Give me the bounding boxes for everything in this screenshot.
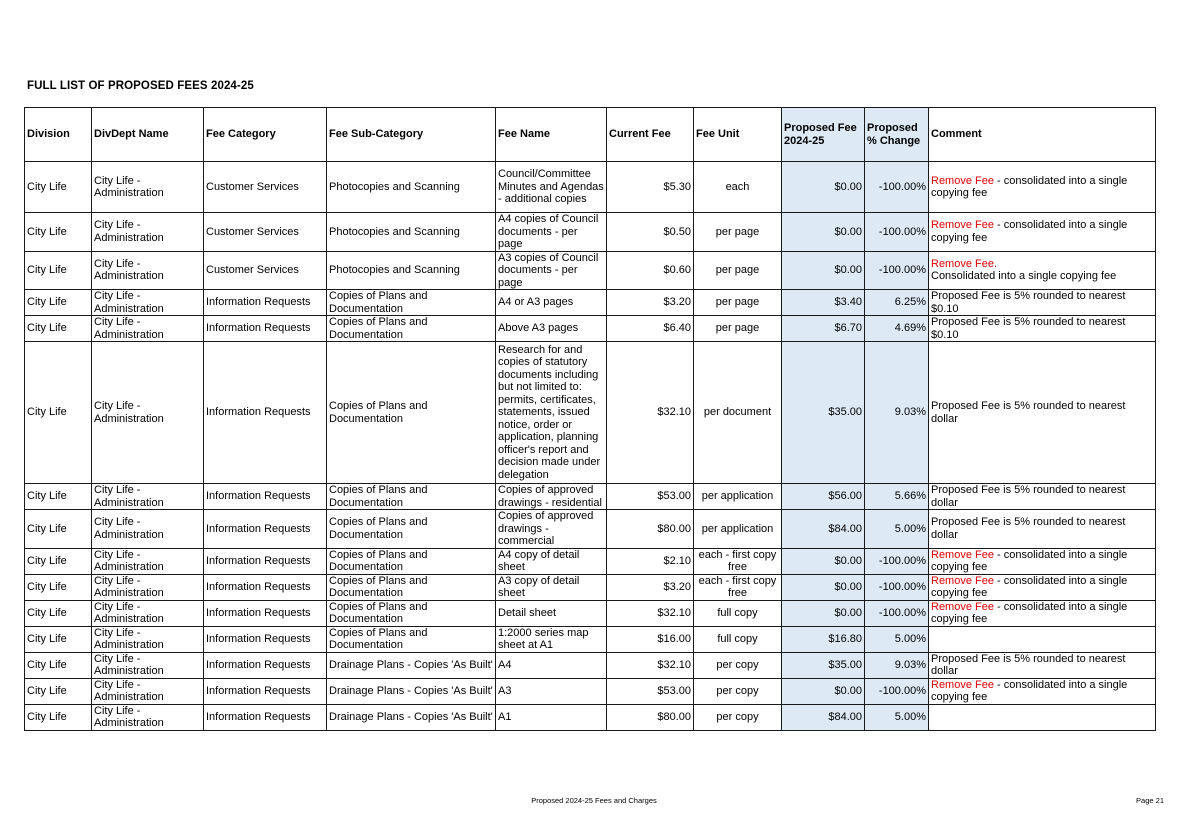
- cell-subcategory: Drainage Plans - Copies 'As Built': [327, 652, 496, 678]
- cell-division: City Life: [25, 704, 92, 730]
- table-row: [25, 290, 1156, 316]
- cell-unit: per page: [694, 251, 782, 290]
- cell-category: Information Requests: [204, 652, 327, 678]
- cell-feename: A4: [496, 652, 607, 678]
- table-row: [25, 484, 1156, 510]
- cell-change: 5.00%: [865, 510, 929, 549]
- cell-divdept: City Life - Administration: [92, 678, 204, 704]
- cell-category: Information Requests: [204, 548, 327, 574]
- cell-divdept: City Life - Administration: [92, 652, 204, 678]
- cell-subcategory: Copies of Plans and Documentation: [327, 484, 496, 510]
- cell-subcategory: Photocopies and Scanning: [327, 213, 496, 252]
- cell-proposed: $0.00: [782, 600, 865, 626]
- cell-feename: A3: [496, 678, 607, 704]
- comment-text: Proposed Fee is 5% rounded to nearest $0.10: [931, 290, 1126, 315]
- cell-change: 5.00%: [865, 704, 929, 730]
- cell-comment: [929, 213, 1156, 252]
- cell-comment: [929, 600, 1156, 626]
- cell-unit: per page: [694, 290, 782, 316]
- cell-feename: Detail sheet: [496, 600, 607, 626]
- cell-proposed: $6.70: [782, 316, 865, 342]
- cell-feename: A4 copies of Council documents - per page: [496, 213, 607, 252]
- cell-subcategory: Copies of Plans and Documentation: [327, 574, 496, 600]
- header-feename: Fee Name: [496, 108, 607, 162]
- cell-proposed: $16.80: [782, 626, 865, 652]
- cell-proposed: $0.00: [782, 678, 865, 704]
- cell-change: -100.00%: [865, 678, 929, 704]
- cell-current: $80.00: [607, 510, 694, 549]
- comment-text: Proposed Fee is 5% rounded to nearest dollar: [931, 652, 1126, 677]
- cell-comment: [929, 704, 1156, 730]
- comment-text: Proposed Fee is 5% rounded to nearest dollar: [931, 516, 1126, 541]
- cell-comment: [929, 342, 1156, 484]
- cell-category: Information Requests: [204, 678, 327, 704]
- cell-current: $3.20: [607, 574, 694, 600]
- header-row: [25, 108, 1156, 162]
- header-category: Fee Category: [204, 108, 327, 162]
- cell-feename: Copies of approved drawings - residential: [496, 484, 607, 510]
- header-current: Current Fee: [607, 108, 694, 162]
- cell-change: -100.00%: [865, 162, 929, 213]
- cell-division: City Life: [25, 548, 92, 574]
- table-row: [25, 251, 1156, 290]
- table-row: [25, 600, 1156, 626]
- table-row: [25, 626, 1156, 652]
- table-row: [25, 316, 1156, 342]
- cell-divdept: City Life - Administration: [92, 704, 204, 730]
- cell-proposed: $84.00: [782, 510, 865, 549]
- cell-unit: full copy: [694, 626, 782, 652]
- remove-fee-label: Remove Fee.: [931, 257, 998, 270]
- cell-proposed: $0.00: [782, 548, 865, 574]
- comment-text: Proposed Fee is 5% rounded to nearest dollar: [931, 400, 1126, 425]
- comment-text: Proposed Fee is 5% rounded to nearest dollar: [931, 484, 1126, 509]
- comment-text: - consolidated into a single copying fee: [931, 548, 1128, 573]
- cell-change: 4.69%: [865, 316, 929, 342]
- cell-category: Information Requests: [204, 510, 327, 549]
- cell-divdept: City Life - Administration: [92, 510, 204, 549]
- cell-current: $80.00: [607, 704, 694, 730]
- cell-current: $6.40: [607, 316, 694, 342]
- comment-text: - consolidated into a single copying fee: [931, 600, 1128, 625]
- cell-change: 5.00%: [865, 626, 929, 652]
- cell-proposed: $35.00: [782, 652, 865, 678]
- cell-category: Information Requests: [204, 704, 327, 730]
- table-row: [25, 574, 1156, 600]
- cell-division: City Life: [25, 213, 92, 252]
- cell-category: Customer Services: [204, 213, 327, 252]
- remove-fee-label: Remove Fee: [931, 600, 994, 613]
- remove-fee-label: Remove Fee: [931, 548, 994, 561]
- header-comment: Comment: [929, 108, 1156, 162]
- cell-division: City Life: [25, 678, 92, 704]
- cell-category: Information Requests: [204, 484, 327, 510]
- cell-comment: [929, 626, 1156, 652]
- remove-fee-label: Remove Fee: [931, 219, 994, 232]
- comment-text: - consolidated into a single copying fee: [931, 174, 1128, 199]
- cell-category: Information Requests: [204, 600, 327, 626]
- cell-proposed: $84.00: [782, 704, 865, 730]
- cell-proposed: $0.00: [782, 574, 865, 600]
- cell-unit: per copy: [694, 678, 782, 704]
- cell-current: $53.00: [607, 484, 694, 510]
- cell-category: Information Requests: [204, 626, 327, 652]
- cell-feename: Copies of approved drawings - commercial: [496, 510, 607, 549]
- table-row: [25, 548, 1156, 574]
- cell-current: $3.20: [607, 290, 694, 316]
- cell-proposed: $0.00: [782, 213, 865, 252]
- table-row: [25, 678, 1156, 704]
- table-row: [25, 213, 1156, 252]
- cell-change: -100.00%: [865, 548, 929, 574]
- cell-category: Information Requests: [204, 290, 327, 316]
- cell-subcategory: Copies of Plans and Documentation: [327, 290, 496, 316]
- footer-title: Proposed 2024-25 Fees and Charges: [531, 796, 657, 805]
- cell-division: City Life: [25, 251, 92, 290]
- header-unit: Fee Unit: [694, 108, 782, 162]
- cell-unit: full copy: [694, 600, 782, 626]
- cell-comment: [929, 678, 1156, 704]
- cell-division: City Life: [25, 342, 92, 484]
- cell-feename: A1: [496, 704, 607, 730]
- cell-proposed: $0.00: [782, 251, 865, 290]
- header-change: Proposed % Change: [865, 108, 929, 162]
- cell-change: 5.66%: [865, 484, 929, 510]
- cell-comment: [929, 484, 1156, 510]
- fees-table: [24, 107, 1156, 731]
- cell-feename: Council/Committee Minutes and Agendas - additional copies: [496, 162, 607, 213]
- cell-feename: Research for and copies of statutory documents including but not limited to: permits, certificates, statements, issued notice, order or application, planning officer's report and decision made under delegation: [496, 342, 607, 484]
- cell-division: City Life: [25, 290, 92, 316]
- cell-division: City Life: [25, 162, 92, 213]
- table-row: [25, 704, 1156, 730]
- cell-current: $32.10: [607, 342, 694, 484]
- cell-change: 9.03%: [865, 342, 929, 484]
- cell-divdept: City Life - Administration: [92, 342, 204, 484]
- cell-subcategory: Drainage Plans - Copies 'As Built': [327, 704, 496, 730]
- cell-unit: per copy: [694, 652, 782, 678]
- cell-subcategory: Photocopies and Scanning: [327, 251, 496, 290]
- cell-proposed: $3.40: [782, 290, 865, 316]
- cell-division: City Life: [25, 484, 92, 510]
- table-row: [25, 510, 1156, 549]
- cell-comment: [929, 290, 1156, 316]
- cell-comment: [929, 162, 1156, 213]
- cell-proposed: $0.00: [782, 162, 865, 213]
- cell-current: $32.10: [607, 652, 694, 678]
- table-row: [25, 652, 1156, 678]
- cell-divdept: City Life - Administration: [92, 316, 204, 342]
- cell-divdept: City Life - Administration: [92, 251, 204, 290]
- cell-division: City Life: [25, 510, 92, 549]
- cell-feename: A4 or A3 pages: [496, 290, 607, 316]
- cell-change: -100.00%: [865, 251, 929, 290]
- cell-proposed: $35.00: [782, 342, 865, 484]
- cell-division: City Life: [25, 574, 92, 600]
- cell-unit: per page: [694, 213, 782, 252]
- cell-comment: [929, 251, 1156, 290]
- cell-change: -100.00%: [865, 213, 929, 252]
- cell-divdept: City Life - Administration: [92, 290, 204, 316]
- cell-current: $5.30: [607, 162, 694, 213]
- cell-subcategory: Copies of Plans and Documentation: [327, 342, 496, 484]
- cell-divdept: City Life - Administration: [92, 600, 204, 626]
- cell-division: City Life: [25, 652, 92, 678]
- cell-change: 9.03%: [865, 652, 929, 678]
- table-row: [25, 342, 1156, 484]
- cell-unit: per page: [694, 316, 782, 342]
- cell-current: $0.60: [607, 251, 694, 290]
- cell-subcategory: Drainage Plans - Copies 'As Built': [327, 678, 496, 704]
- cell-category: Customer Services: [204, 251, 327, 290]
- page-number: Page 21: [1136, 796, 1164, 805]
- remove-fee-label: Remove Fee: [931, 678, 994, 691]
- remove-fee-label: Remove Fee: [931, 174, 994, 187]
- cell-subcategory: Copies of Plans and Documentation: [327, 600, 496, 626]
- comment-text: Proposed Fee is 5% rounded to nearest $0.10: [931, 316, 1126, 341]
- cell-current: $53.00: [607, 678, 694, 704]
- cell-division: City Life: [25, 316, 92, 342]
- cell-unit: per application: [694, 484, 782, 510]
- cell-change: 6.25%: [865, 290, 929, 316]
- cell-feename: Above A3 pages: [496, 316, 607, 342]
- cell-subcategory: Photocopies and Scanning: [327, 162, 496, 213]
- cell-comment: [929, 574, 1156, 600]
- cell-subcategory: Copies of Plans and Documentation: [327, 626, 496, 652]
- table-row: [25, 162, 1156, 213]
- cell-subcategory: Copies of Plans and Documentation: [327, 510, 496, 549]
- comment-text: - consolidated into a single copying fee: [931, 219, 1128, 244]
- cell-subcategory: Copies of Plans and Documentation: [327, 316, 496, 342]
- cell-division: City Life: [25, 626, 92, 652]
- cell-divdept: City Life - Administration: [92, 626, 204, 652]
- cell-unit: per copy: [694, 704, 782, 730]
- cell-current: $2.10: [607, 548, 694, 574]
- table-body: [25, 162, 1156, 731]
- cell-feename: A4 copy of detail sheet: [496, 548, 607, 574]
- cell-division: City Life: [25, 600, 92, 626]
- cell-current: $0.50: [607, 213, 694, 252]
- cell-category: Information Requests: [204, 574, 327, 600]
- cell-subcategory: Copies of Plans and Documentation: [327, 548, 496, 574]
- comment-text: - consolidated into a single copying fee: [931, 678, 1128, 703]
- cell-current: $16.00: [607, 626, 694, 652]
- cell-comment: [929, 548, 1156, 574]
- cell-unit: each: [694, 162, 782, 213]
- cell-feename: A3 copy of detail sheet: [496, 574, 607, 600]
- header-divdept: DivDept Name: [92, 108, 204, 162]
- cell-change: -100.00%: [865, 574, 929, 600]
- comment-text: Consolidated into a single copying fee: [931, 270, 1117, 283]
- cell-change: -100.00%: [865, 600, 929, 626]
- header-proposed: Proposed Fee 2024-25: [782, 108, 865, 162]
- page-title: FULL LIST OF PROPOSED FEES 2024-25: [27, 80, 254, 92]
- remove-fee-label: Remove Fee: [931, 574, 994, 587]
- cell-category: Information Requests: [204, 342, 327, 484]
- cell-comment: [929, 652, 1156, 678]
- header-subcategory: Fee Sub-Category: [327, 108, 496, 162]
- cell-current: $32.10: [607, 600, 694, 626]
- cell-unit: per application: [694, 510, 782, 549]
- comment-text: - consolidated into a single copying fee: [931, 574, 1128, 599]
- cell-category: Information Requests: [204, 316, 327, 342]
- cell-divdept: City Life - Administration: [92, 548, 204, 574]
- cell-category: Customer Services: [204, 162, 327, 213]
- cell-comment: [929, 316, 1156, 342]
- cell-feename: A3 copies of Council documents - per page: [496, 251, 607, 290]
- cell-unit: per document: [694, 342, 782, 484]
- cell-divdept: City Life - Administration: [92, 484, 204, 510]
- cell-divdept: City Life - Administration: [92, 162, 204, 213]
- cell-unit: each - first copy free: [694, 574, 782, 600]
- header-division: Division: [25, 108, 92, 162]
- cell-unit: each - first copy free: [694, 548, 782, 574]
- cell-comment: [929, 510, 1156, 549]
- cell-divdept: City Life - Administration: [92, 574, 204, 600]
- cell-divdept: City Life - Administration: [92, 213, 204, 252]
- cell-proposed: $56.00: [782, 484, 865, 510]
- cell-feename: 1:2000 series map sheet at A1: [496, 626, 607, 652]
